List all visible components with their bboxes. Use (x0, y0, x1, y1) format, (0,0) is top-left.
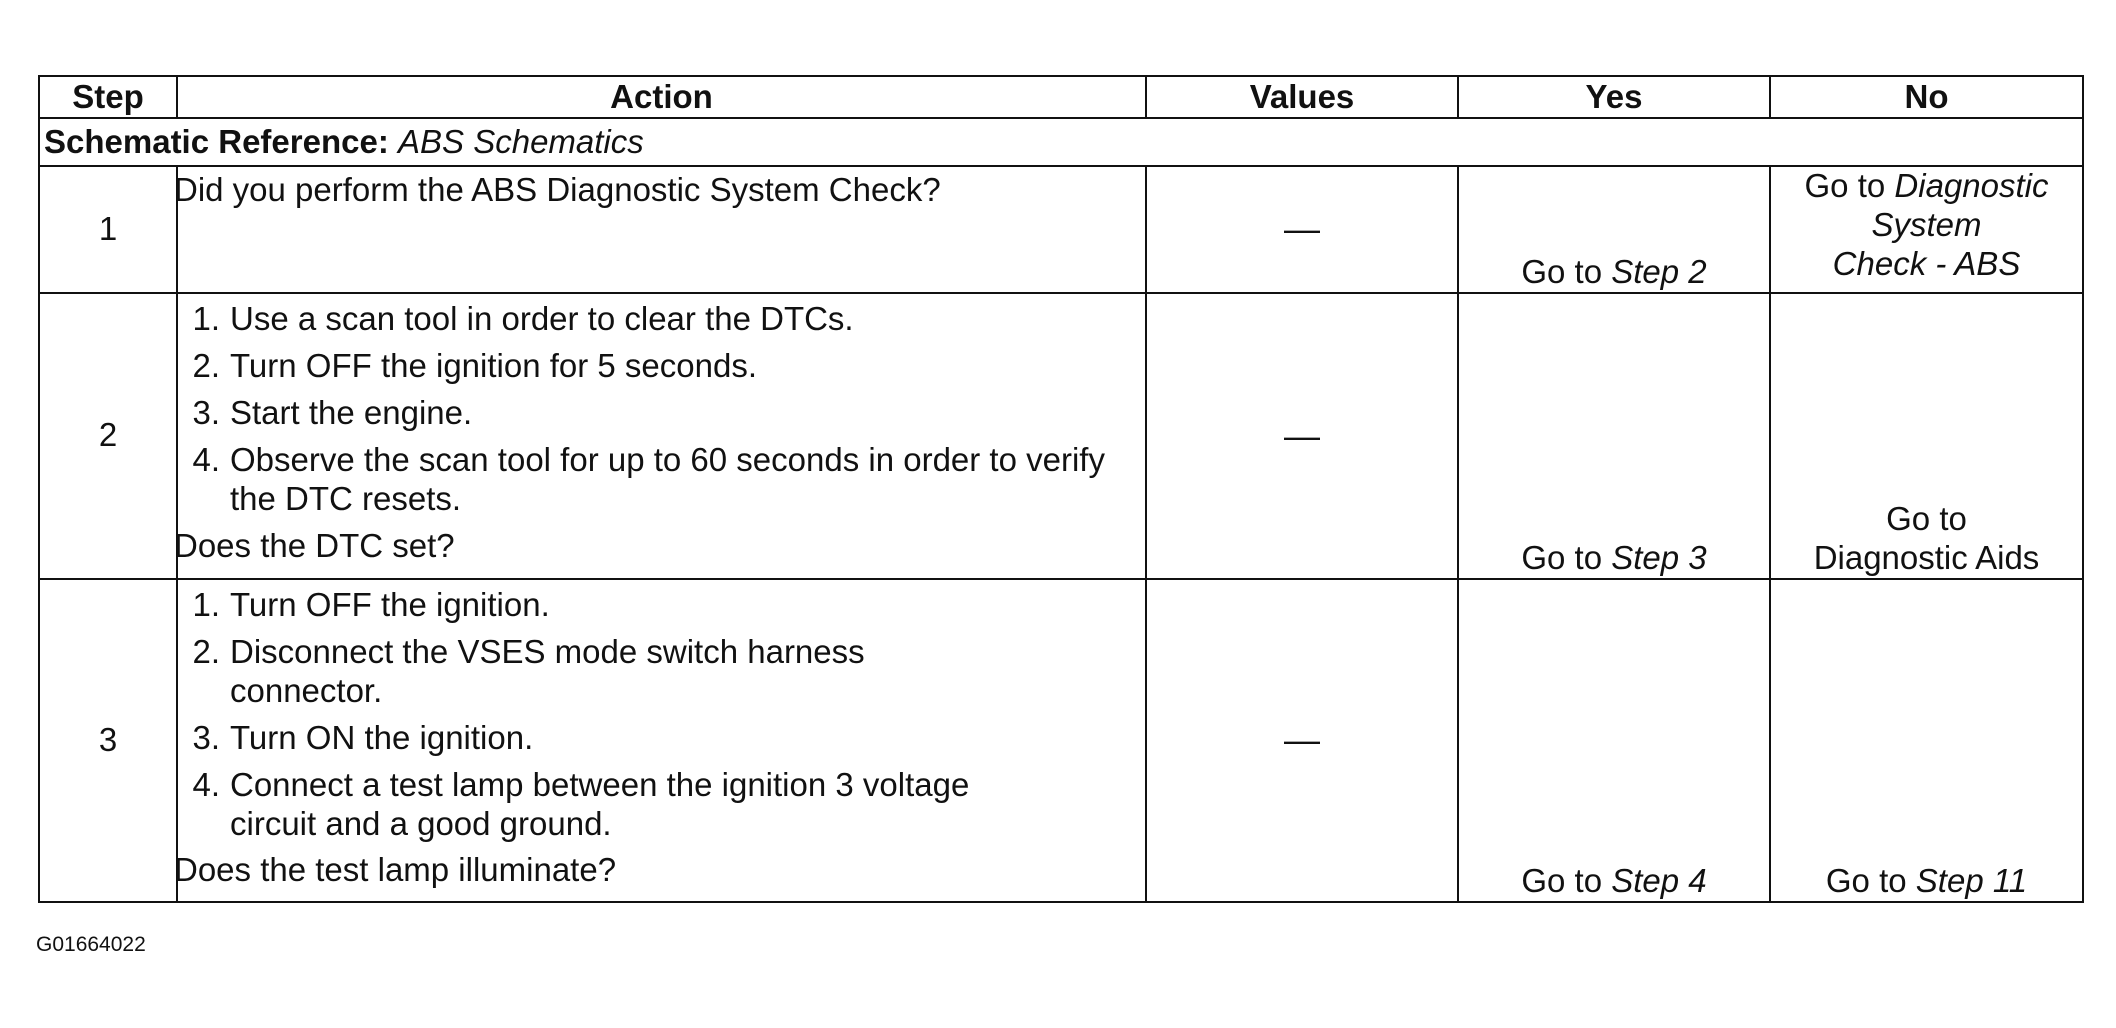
values-cell (1146, 166, 1458, 293)
list-item-number: 2. (192, 346, 220, 384)
list-item (178, 633, 1145, 711)
no-link-part-1[interactable]: Diagnostic (1894, 167, 2049, 204)
action-cell (174, 166, 1146, 293)
header-yes: Yes (1458, 76, 1770, 118)
list-item (178, 300, 1145, 339)
yes-cell (1458, 166, 1770, 293)
yes-link[interactable]: Step 3 (1611, 538, 1707, 576)
values-dash: — (1284, 208, 1320, 250)
list-item-number: 1. (192, 299, 220, 337)
header-no: No (1770, 76, 2083, 118)
list-item-number: 2. (192, 632, 220, 670)
no-line-1: Go to (1886, 499, 1967, 537)
no-link[interactable]: Step 11 (1915, 861, 2028, 899)
schematic-reference-link[interactable]: ABS Schematics (398, 122, 644, 160)
action-question: Does the DTC set? (174, 526, 455, 564)
list-item-number: 1. (192, 585, 220, 623)
values-dash: — (1284, 414, 1320, 456)
table-row (39, 579, 2083, 902)
action-cell (174, 579, 1146, 902)
no-prefix: Go to (1825, 861, 1907, 899)
list-item-text: Start the engine. (230, 393, 473, 431)
no-cell (1770, 166, 2083, 293)
no-cell (1770, 579, 2083, 902)
schematic-reference-cell (39, 118, 2083, 166)
action-steps-list (178, 300, 1145, 519)
table-row (39, 293, 2083, 579)
diagnostic-table (38, 75, 2084, 903)
values-cell (1146, 579, 1458, 902)
list-item-number: 3. (192, 393, 220, 431)
list-item (178, 347, 1145, 386)
no-link-part-3[interactable]: Check - ABS (1832, 244, 2021, 282)
list-item (178, 394, 1145, 433)
figure-id: G01664022 (36, 933, 146, 956)
list-item (178, 441, 1145, 519)
list-item (178, 766, 1145, 844)
list-item (178, 586, 1145, 625)
header-step: Step (39, 76, 177, 118)
action-steps-list (178, 586, 1145, 844)
list-item-text: Turn OFF the ignition. (230, 585, 550, 623)
list-item (178, 719, 1145, 758)
yes-prefix: Go to (1521, 861, 1603, 899)
no-prefix: Go to (1804, 167, 1886, 204)
yes-link[interactable]: Step 4 (1611, 861, 1707, 899)
values-dash: — (1284, 719, 1320, 761)
step-number: 2 (39, 293, 177, 579)
header-values: Values (1146, 76, 1458, 118)
list-item-text: Disconnect the VSES mode switch harness connector. (230, 632, 865, 709)
table-row (39, 166, 2083, 293)
list-item-number: 4. (192, 765, 220, 803)
yes-prefix: Go to (1521, 538, 1603, 576)
step-number: 3 (39, 579, 177, 902)
list-item-text: Turn ON the ignition. (230, 718, 534, 756)
list-item-text: Observe the scan tool for up to 60 seconds in order to verify the DTC resets. (230, 440, 1105, 517)
no-link[interactable]: Diagnostic Aids (1813, 538, 2040, 576)
yes-prefix: Go to (1521, 252, 1603, 290)
yes-cell (1458, 579, 1770, 902)
list-item-number: 3. (192, 718, 220, 756)
action-question: Did you perform the ABS Diagnostic System Check? (174, 171, 941, 208)
no-cell (1770, 293, 2083, 579)
header-action: Action (177, 76, 1146, 118)
yes-link[interactable]: Step 2 (1611, 252, 1707, 290)
action-cell (174, 293, 1146, 579)
list-item-text: Use a scan tool in order to clear the DTCs. (230, 299, 854, 337)
values-cell (1146, 293, 1458, 579)
schematic-reference-label: Schematic Reference: (44, 122, 389, 160)
no-link-part-2[interactable]: System (1871, 205, 1982, 243)
yes-cell (1458, 293, 1770, 579)
list-item-text: Turn OFF the ignition for 5 seconds. (230, 346, 758, 384)
list-item-text: Connect a test lamp between the ignition 3 voltage circuit and a good ground. (230, 765, 970, 842)
step-number: 1 (39, 166, 177, 293)
schematic-reference-row (39, 118, 2083, 166)
list-item-number: 4. (192, 440, 220, 478)
action-question: Does the test lamp illuminate? (174, 851, 617, 889)
header-row (39, 76, 2083, 118)
